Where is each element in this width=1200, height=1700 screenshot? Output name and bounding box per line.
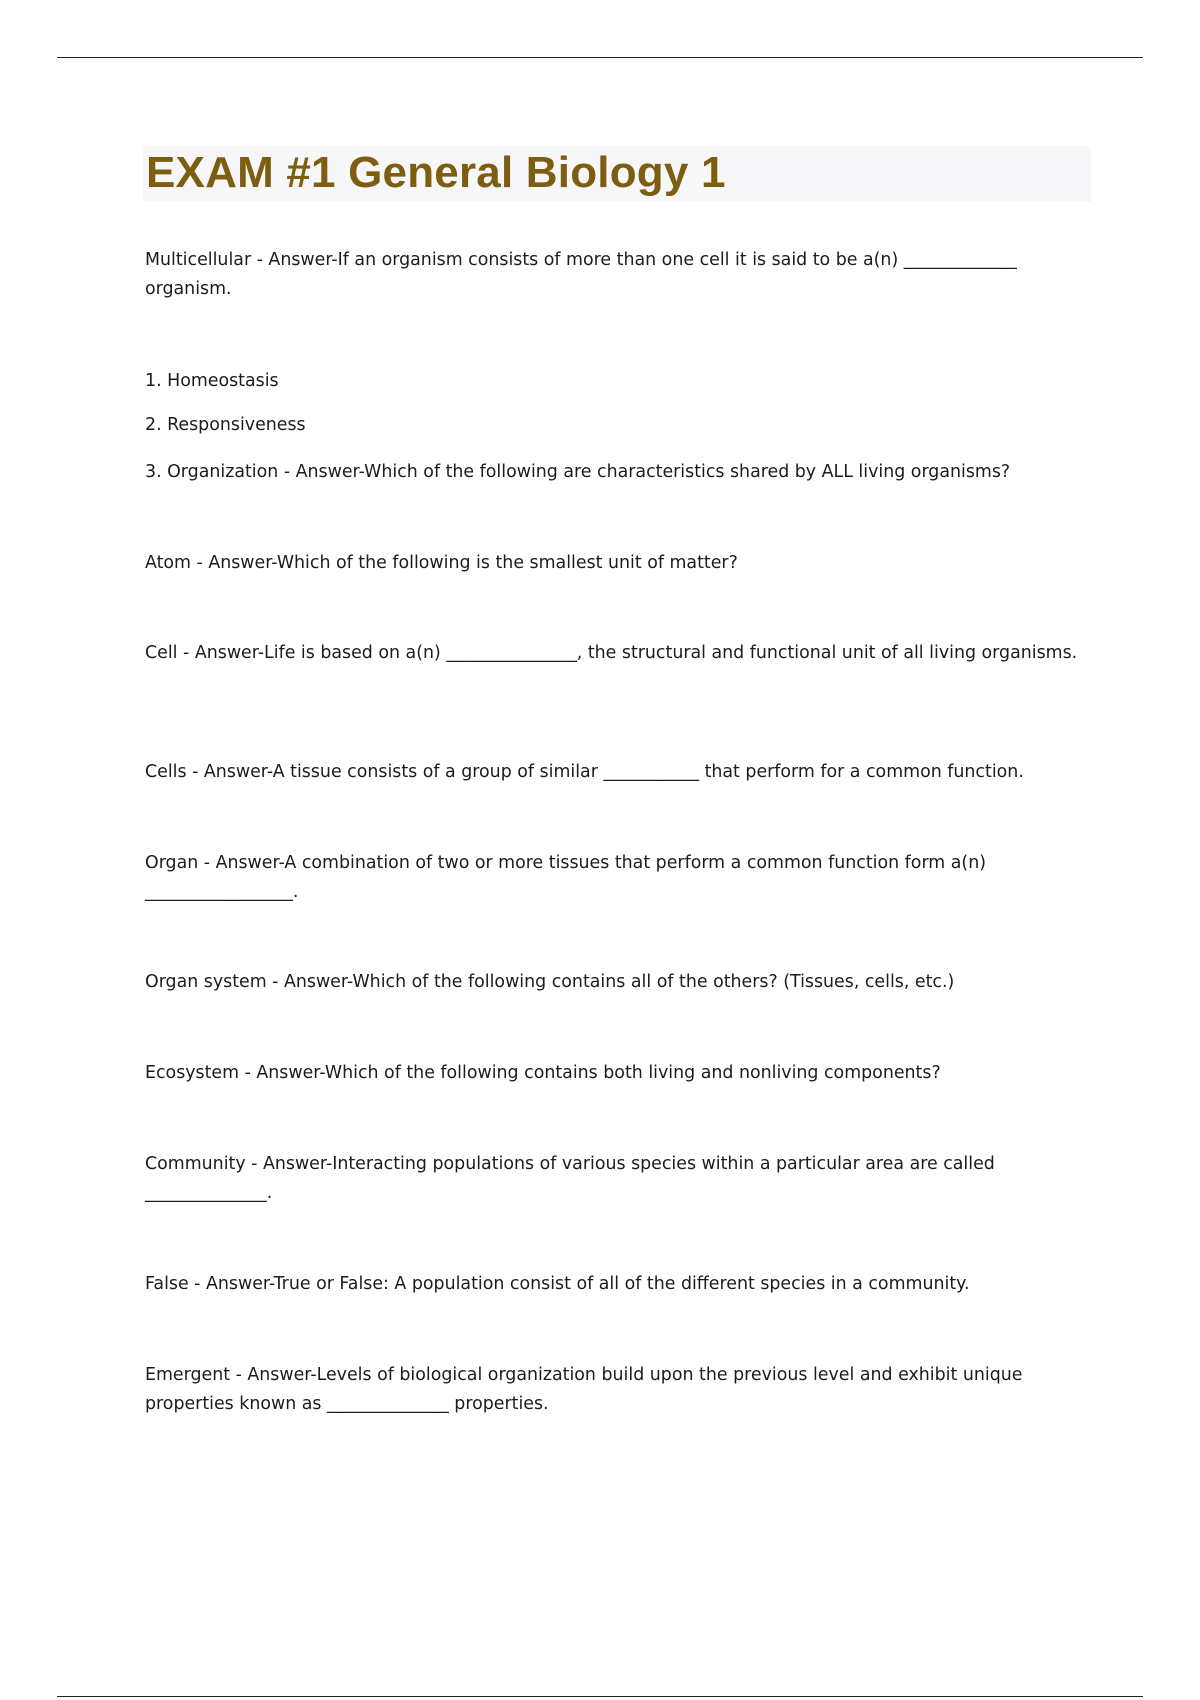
qa-organ: Organ - Answer-A combination of two or more tissues that perform a common function form a(n) _________________. — [145, 853, 986, 902]
page-bottom-rule — [57, 1696, 1143, 1697]
list-item-responsiveness: 2. Responsiveness — [145, 415, 306, 435]
qa-false: False - Answer-True or False: A population consist of all of the different species in a community. — [145, 1274, 970, 1294]
document-title: EXAM #1 General Biology 1 — [146, 148, 726, 197]
qa-organization: 3. Organization - Answer-Which of the following are characteristics shared by ALL living organisms? — [145, 462, 1011, 482]
qa-atom: Atom - Answer-Which of the following is the smallest unit of matter? — [145, 553, 738, 573]
qa-ecosystem: Ecosystem - Answer-Which of the following contains both living and nonliving components? — [145, 1063, 941, 1083]
list-item-homeostasis: 1. Homeostasis — [145, 371, 279, 391]
qa-community: Community - Answer-Interacting populations of various species within a particular area are called ______________. — [145, 1154, 995, 1203]
qa-cells: Cells - Answer-A tissue consists of a group of similar ___________ that perform for a common function. — [145, 762, 1024, 782]
qa-multicellular: Multicellular - Answer-If an organism consists of more than one cell it is said to be a(n) _____________ organism. — [145, 250, 1017, 299]
qa-cell: Cell - Answer-Life is based on a(n) _______________, the structural and functional unit of all living organisms. — [145, 643, 1078, 663]
page-top-rule — [57, 57, 1143, 58]
qa-organ-system: Organ system - Answer-Which of the following contains all of the others? (Tissues, cells, etc.) — [145, 972, 955, 992]
qa-emergent: Emergent - Answer-Levels of biological organization build upon the previous level and exhibit unique properties known as ______________ properties. — [145, 1365, 1023, 1414]
